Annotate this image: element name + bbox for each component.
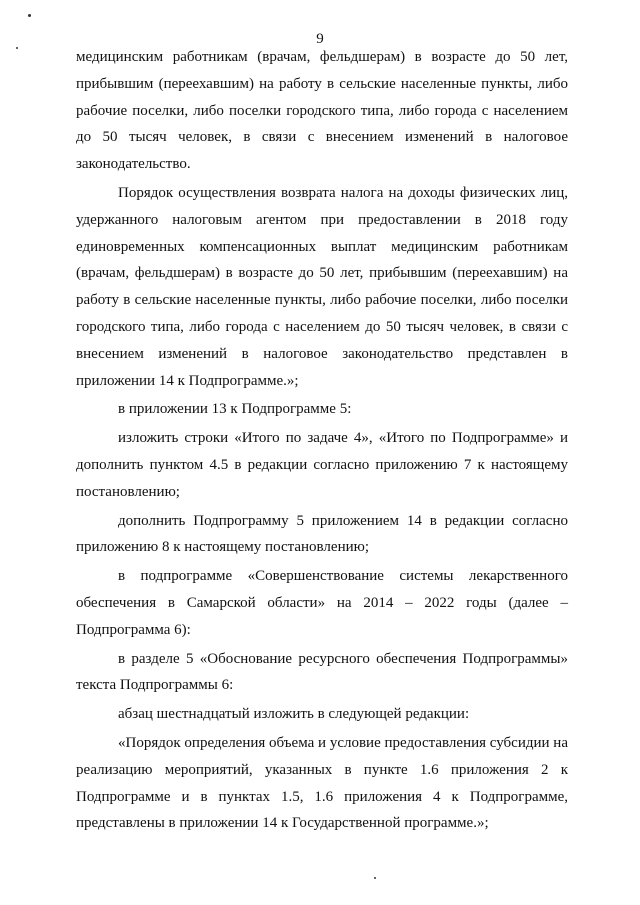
paragraph-2: Порядок осуществления возврата налога на доходы физических лиц, удержанного налоговым агентом при предоставлении в 2018 году единовременных компенсационных выплат медицинским работникам (врачам, фельдшерам) в возрасте до 50 лет, прибывшим (переехавшим) на работу в сельские населенные пункты, либо рабочие поселки, либо поселки городского типа, либо города с населением до 50 тысяч человек, в связи с внесением изменений в налоговое законодательство представлен в приложении 14 к Подпрограмме.»; xyxy=(76,184,568,389)
paragraph-1: медицинским работникам (врачам, фельдшерам) в возрасте до 50 лет, прибывшим (переехавшим) на работу в сельские населенные пункты, либо рабочие поселки, либо поселки городского типа, либо города с населением до 50 тысяч человек, в связи с внесением изменений в налоговое законодательство. xyxy=(76,49,568,173)
paragraph-3: в приложении 13 к Подпрограмме 5: xyxy=(118,401,352,418)
paragraph-7: в разделе 5 «Обоснование ресурсного обеспечения Подпрограммы» текста Подпрограммы 6: xyxy=(76,650,568,694)
scan-speck xyxy=(28,14,31,17)
document-body xyxy=(76,44,568,837)
scan-speck xyxy=(374,877,376,879)
page-number: 9 xyxy=(316,31,324,47)
paragraph-8: абзац шестнадцатый изложить в следующей редакции: xyxy=(118,706,470,723)
paragraph-6: в подпрограмме «Совершенствование системы лекарственного обеспечения в Самарской области» на 2014 – 2022 годы (далее – Подпрограмма 6): xyxy=(76,568,568,638)
paragraph-9: «Порядок определения объема и условие предоставления субсидии на реализацию мероприятий, указанных в пункте 1.6 приложения 2 к Подпрограмме и в пунктах 1.5, 1.6 приложения 4 к Подпрограмме, представлены в приложении 14 к Государственной программе.»; xyxy=(76,734,568,832)
paragraph-5: дополнить Подпрограмму 5 приложением 14 в редакции согласно приложению 8 к настоящему постановлению; xyxy=(76,512,568,556)
paragraph-4: изложить строки «Итого по задаче 4», «Итого по Подпрограмме» и дополнить пунктом 4.5 в редакции согласно приложению 7 к настоящему постановлению; xyxy=(76,430,568,500)
